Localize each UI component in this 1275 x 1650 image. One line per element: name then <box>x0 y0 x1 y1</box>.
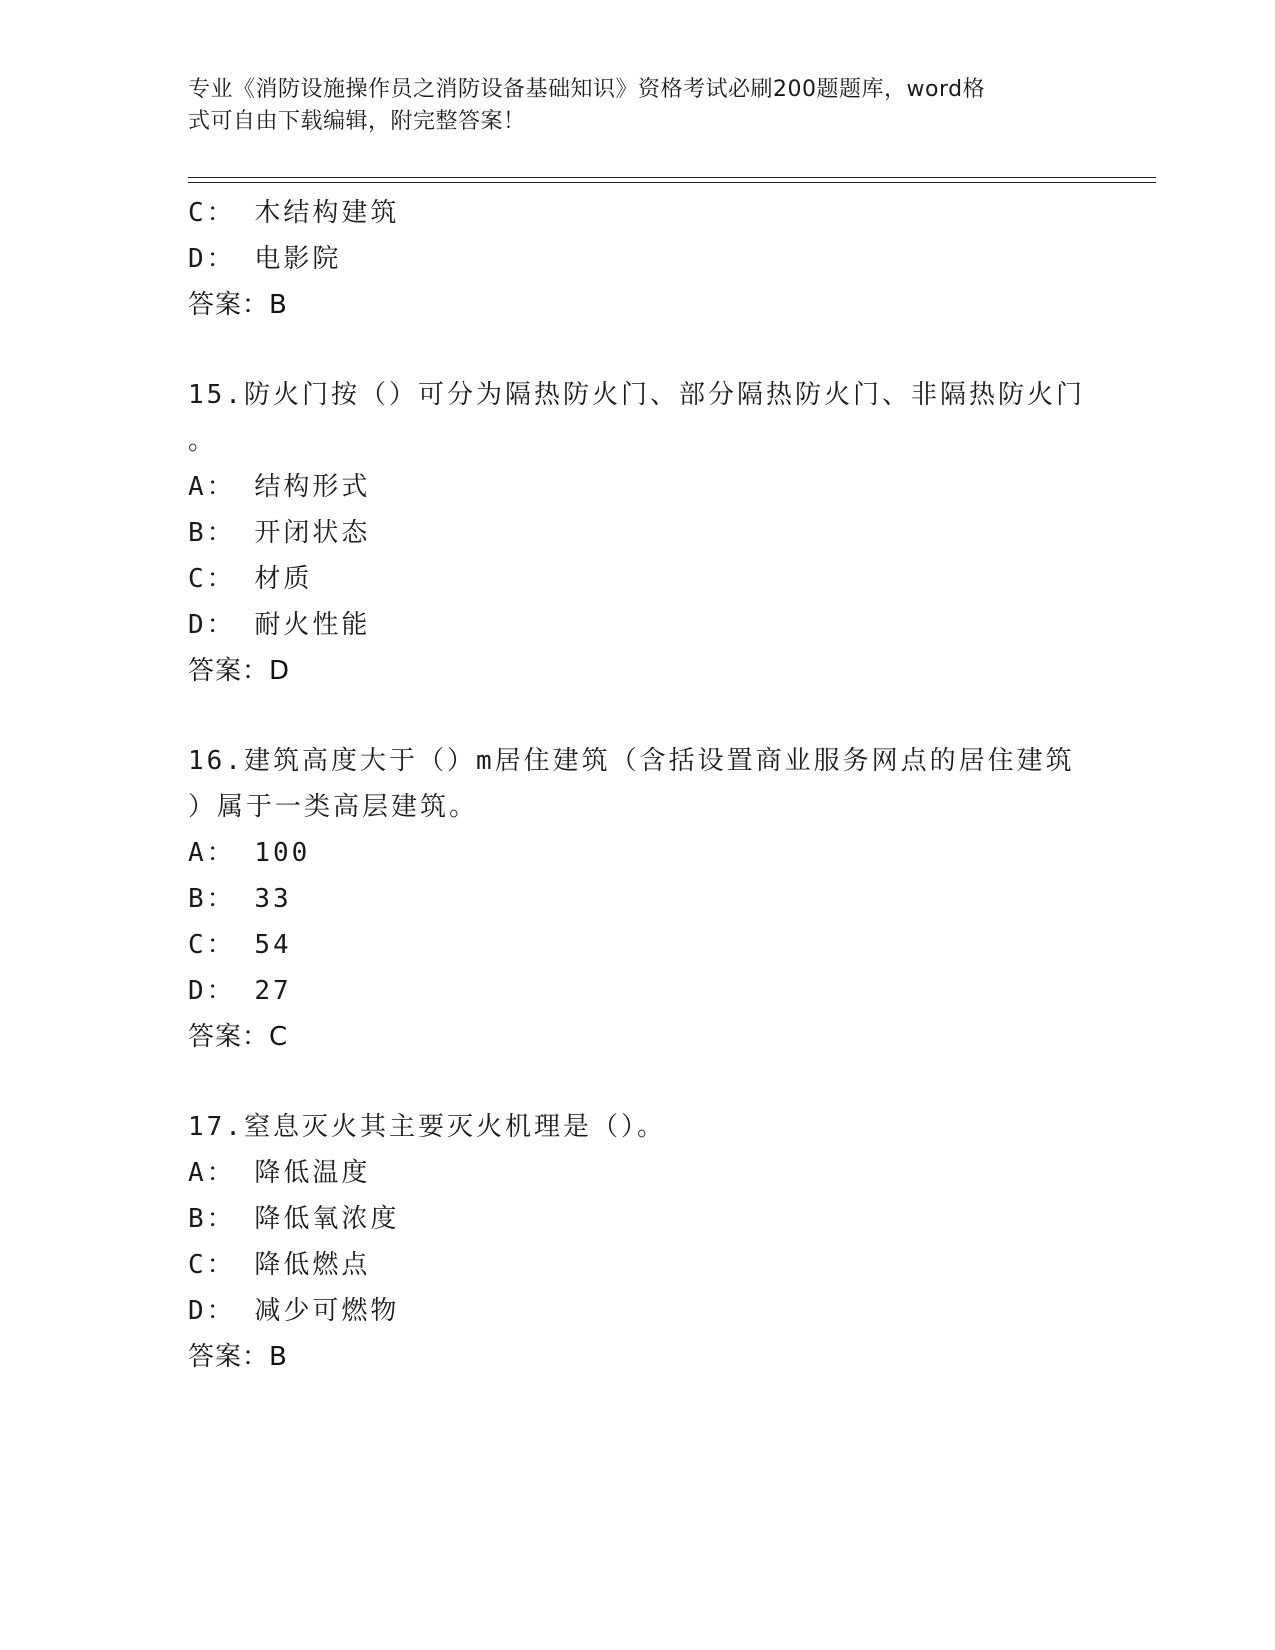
option-c: C： 降低燃点 <box>188 1250 371 1280</box>
question-stem: 16.建筑高度大于（）m居住建筑（含括设置商业服务网点的居住建筑 <box>188 746 1075 776</box>
option-a: A： 100 <box>188 838 311 868</box>
question-stem: 15.防火门按（）可分为隔热防火门、部分隔热防火门、非隔热防火门 <box>188 380 1085 410</box>
option-d: D： 耐火性能 <box>188 610 371 640</box>
option-d: D： 减少可燃物 <box>188 1296 400 1326</box>
answer: 答案：B <box>188 1342 288 1372</box>
question-stem-continued: ）属于一类高层建筑。 <box>188 792 479 822</box>
header-line-1: 专业《消防设施操作员之消防设备基础知识》资格考试必刷200题题库，word格 <box>188 77 986 102</box>
option-a: A： 降低温度 <box>188 1158 371 1188</box>
question-17 <box>188 1104 1088 1380</box>
question-stem: 17.窒息灭火其主要灭火机理是（）。 <box>188 1112 666 1142</box>
question-16 <box>188 738 1088 1060</box>
option-b: B： 33 <box>188 884 292 914</box>
option-a: A： 结构形式 <box>188 472 371 502</box>
answer: 答案：C <box>188 1022 289 1052</box>
answer: 答案：D <box>188 656 291 686</box>
question-carry-over <box>188 190 1088 328</box>
option-c: C： 木结构建筑 <box>188 198 400 228</box>
option-c: C： 材质 <box>188 564 313 594</box>
question-15 <box>188 372 1088 694</box>
option-b: B： 降低氧浓度 <box>188 1204 400 1234</box>
header-line-2: 式可自由下载编辑，附完整答案！ <box>188 109 526 134</box>
header-divider-bottom <box>188 182 1156 183</box>
question-stem-continued: 。 <box>188 426 218 456</box>
answer: 答案：B <box>188 290 288 320</box>
document-header <box>188 74 1068 138</box>
option-c: C： 54 <box>188 930 292 960</box>
option-d: D： 27 <box>188 976 292 1006</box>
option-b: B： 开闭状态 <box>188 518 371 548</box>
option-d: D： 电影院 <box>188 244 342 274</box>
question-list <box>188 190 1088 1380</box>
header-divider-top <box>188 177 1156 178</box>
